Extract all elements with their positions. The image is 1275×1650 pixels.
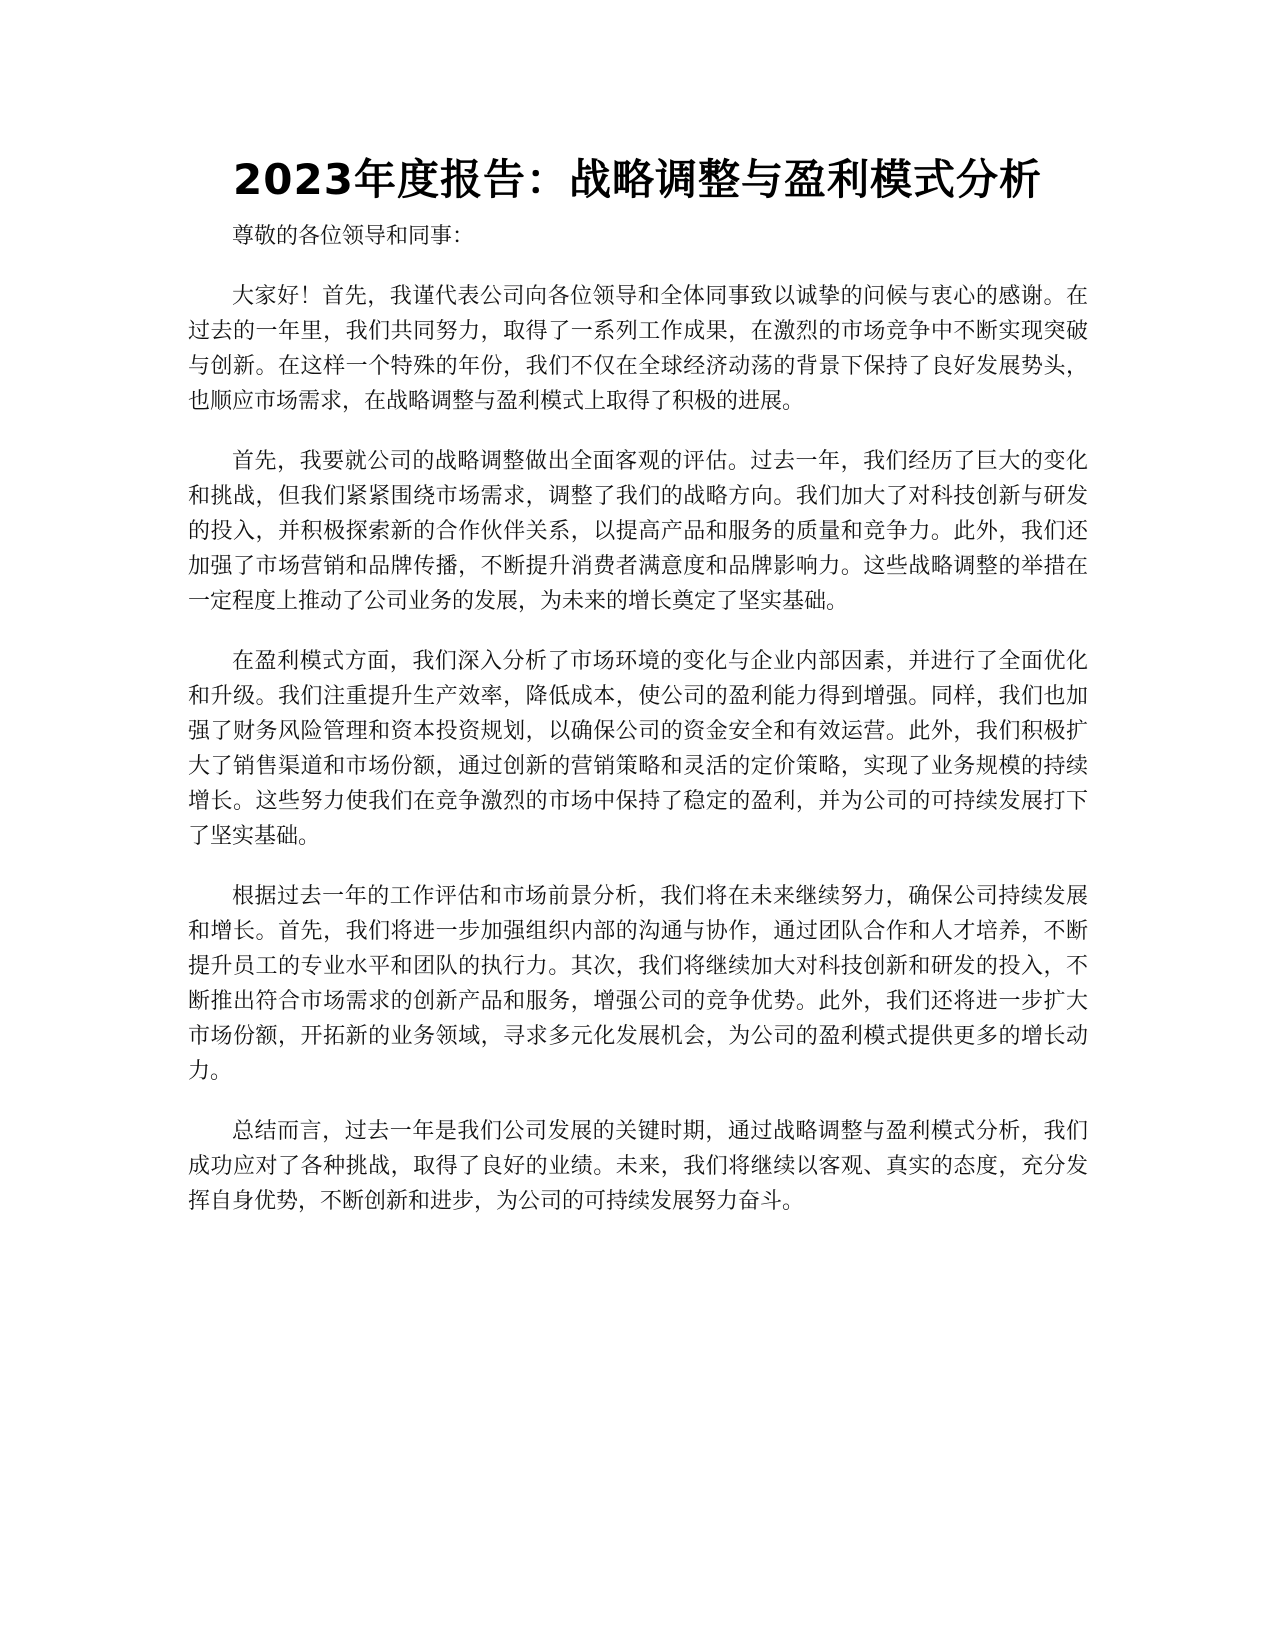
document-body bbox=[188, 219, 1088, 1244]
paragraph-3: 在盈利模式方面，我们深入分析了市场环境的变化与企业内部因素，并进行了全面优化和升级。我们注重提升生产效率，降低成本，使公司的盈利能力得到增强。同样，我们也加强了财务风险管理和资本投资规划，以确保公司的资金安全和有效运营。此外，我们积极扩大了销售渠道和市场份额，通过创新的营销策略和灵活的定价策略，实现了业务规模的持续增长。这些努力使我们在竞争激烈的市场中保持了稳定的盈利，并为公司的可持续发展打下了坚实基础。 bbox=[188, 649, 1088, 849]
document-title: 2023年度报告：战略调整与盈利模式分析 bbox=[233, 155, 1042, 204]
paragraph-2: 首先，我要就公司的战略调整做出全面客观的评估。过去一年，我们经历了巨大的变化和挑战，但我们紧紧围绕市场需求，调整了我们的战略方向。我们加大了对科技创新与研发的投入，并积极探索新的合作伙伴关系，以提高产品和服务的质量和竞争力。此外，我们还加强了市场营销和品牌传播，不断提升消费者满意度和品牌影响力。这些战略调整的举措在一定程度上推动了公司业务的发展，为未来的增长奠定了坚实基础。 bbox=[188, 449, 1088, 614]
paragraph-4: 根据过去一年的工作评估和市场前景分析，我们将在未来继续努力，确保公司持续发展和增长。首先，我们将进一步加强组织内部的沟通与协作，通过团队合作和人才培养，不断提升员工的专业水平和团队的执行力。其次，我们将继续加大对科技创新和研发的投入，不断推出符合市场需求的创新产品和服务，增强公司的竞争优势。此外，我们还将进一步扩大市场份额，开拓新的业务领域，寻求多元化发展机会，为公司的盈利模式提供更多的增长动力。 bbox=[188, 884, 1088, 1084]
paragraph-5: 总结而言，过去一年是我们公司发展的关键时期，通过战略调整与盈利模式分析，我们成功应对了各种挑战，取得了良好的业绩。未来，我们将继续以客观、真实的态度，充分发挥自身优势，不断创新和进步，为公司的可持续发展努力奋斗。 bbox=[188, 1119, 1088, 1214]
paragraph-1: 大家好！首先，我谨代表公司向各位领导和全体同事致以诚挚的问候与衷心的感谢。在过去的一年里，我们共同努力，取得了一系列工作成果，在激烈的市场竞争中不断实现突破与创新。在这样一个特殊的年份，我们不仅在全球经济动荡的背景下保持了良好发展势头，也顺应市场需求，在战略调整与盈利模式上取得了积极的进展。 bbox=[188, 284, 1088, 414]
greeting: 尊敬的各位领导和同事： bbox=[232, 224, 475, 249]
